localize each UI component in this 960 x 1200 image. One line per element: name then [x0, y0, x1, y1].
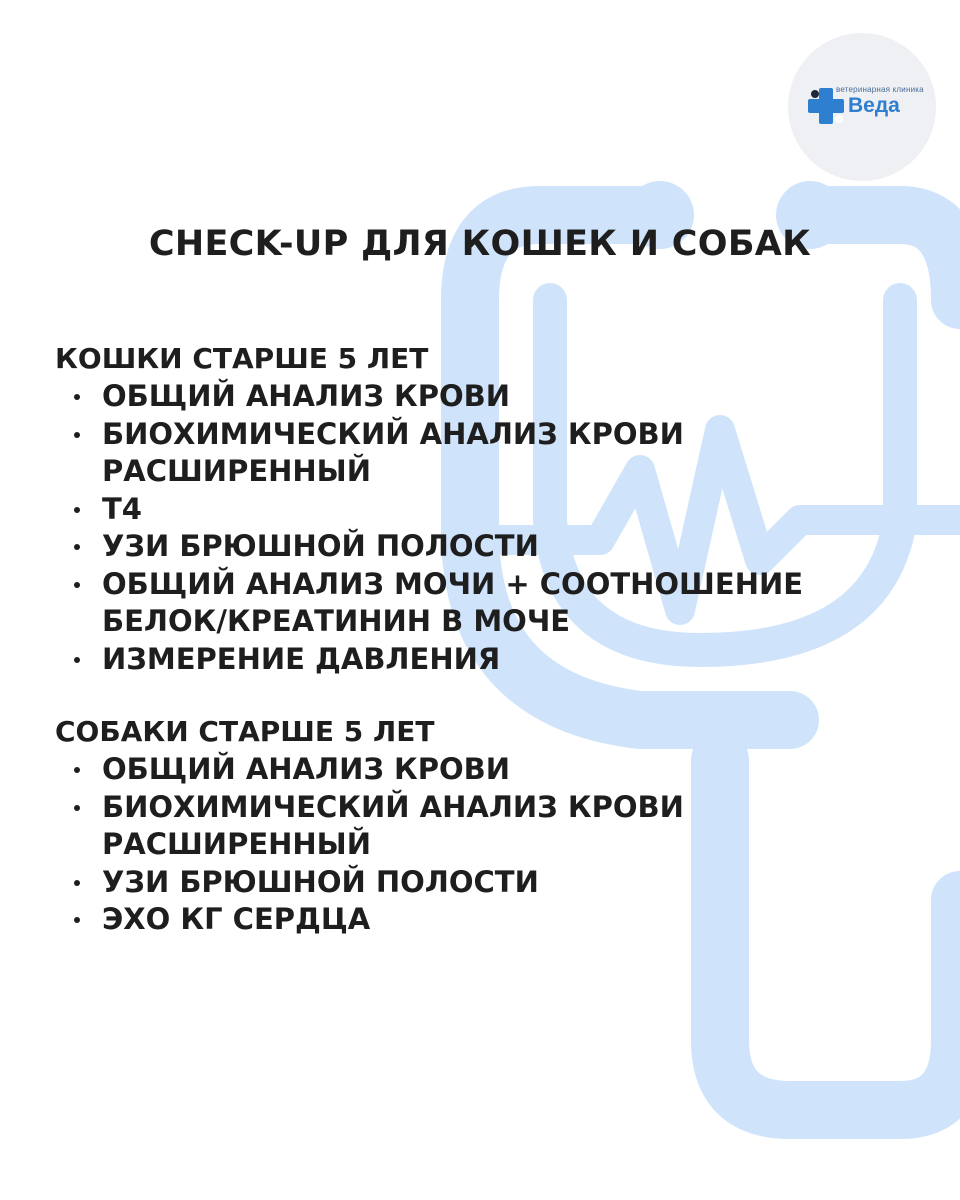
logo — [788, 33, 936, 181]
section-title-dogs: СОБАКИ СТАРШЕ 5 ЛЕТ — [55, 715, 435, 748]
list-item: Т4 — [55, 491, 915, 529]
list-item: УЗИ БРЮШНОЙ ПОЛОСТИ — [55, 528, 915, 566]
logo-subtitle: ветеринарная клиника — [836, 85, 924, 94]
list-item: ОБЩИЙ АНАЛИЗ МОЧИ + СООТНОШЕНИЕ БЕЛОК/КРЕАТИНИН В МОЧЕ — [55, 566, 915, 641]
section-title-cats: КОШКИ СТАРШЕ 5 ЛЕТ — [55, 342, 429, 375]
list-item: ЭХО КГ СЕРДЦА — [55, 901, 915, 939]
list-item: ИЗМЕРЕНИЕ ДАВЛЕНИЯ — [55, 641, 915, 679]
list-item: ОБЩИЙ АНАЛИЗ КРОВИ — [55, 751, 915, 789]
list-item: БИОХИМИЧЕСКИЙ АНАЛИЗ КРОВИ РАСШИРЕННЫЙ — [55, 789, 915, 864]
cats-list — [55, 378, 915, 678]
logo-brand: Веда — [848, 94, 900, 117]
list-item: УЗИ БРЮШНОЙ ПОЛОСТИ — [55, 864, 915, 902]
section-cats — [55, 340, 915, 678]
dogs-list — [55, 751, 915, 939]
page-title: CHECK-UP ДЛЯ КОШЕК И СОБАК — [148, 224, 812, 264]
list-item: БИОХИМИЧЕСКИЙ АНАЛИЗ КРОВИ РАСШИРЕННЫЙ — [55, 416, 915, 491]
section-dogs — [55, 713, 915, 939]
list-item: ОБЩИЙ АНАЛИЗ КРОВИ — [55, 378, 915, 416]
